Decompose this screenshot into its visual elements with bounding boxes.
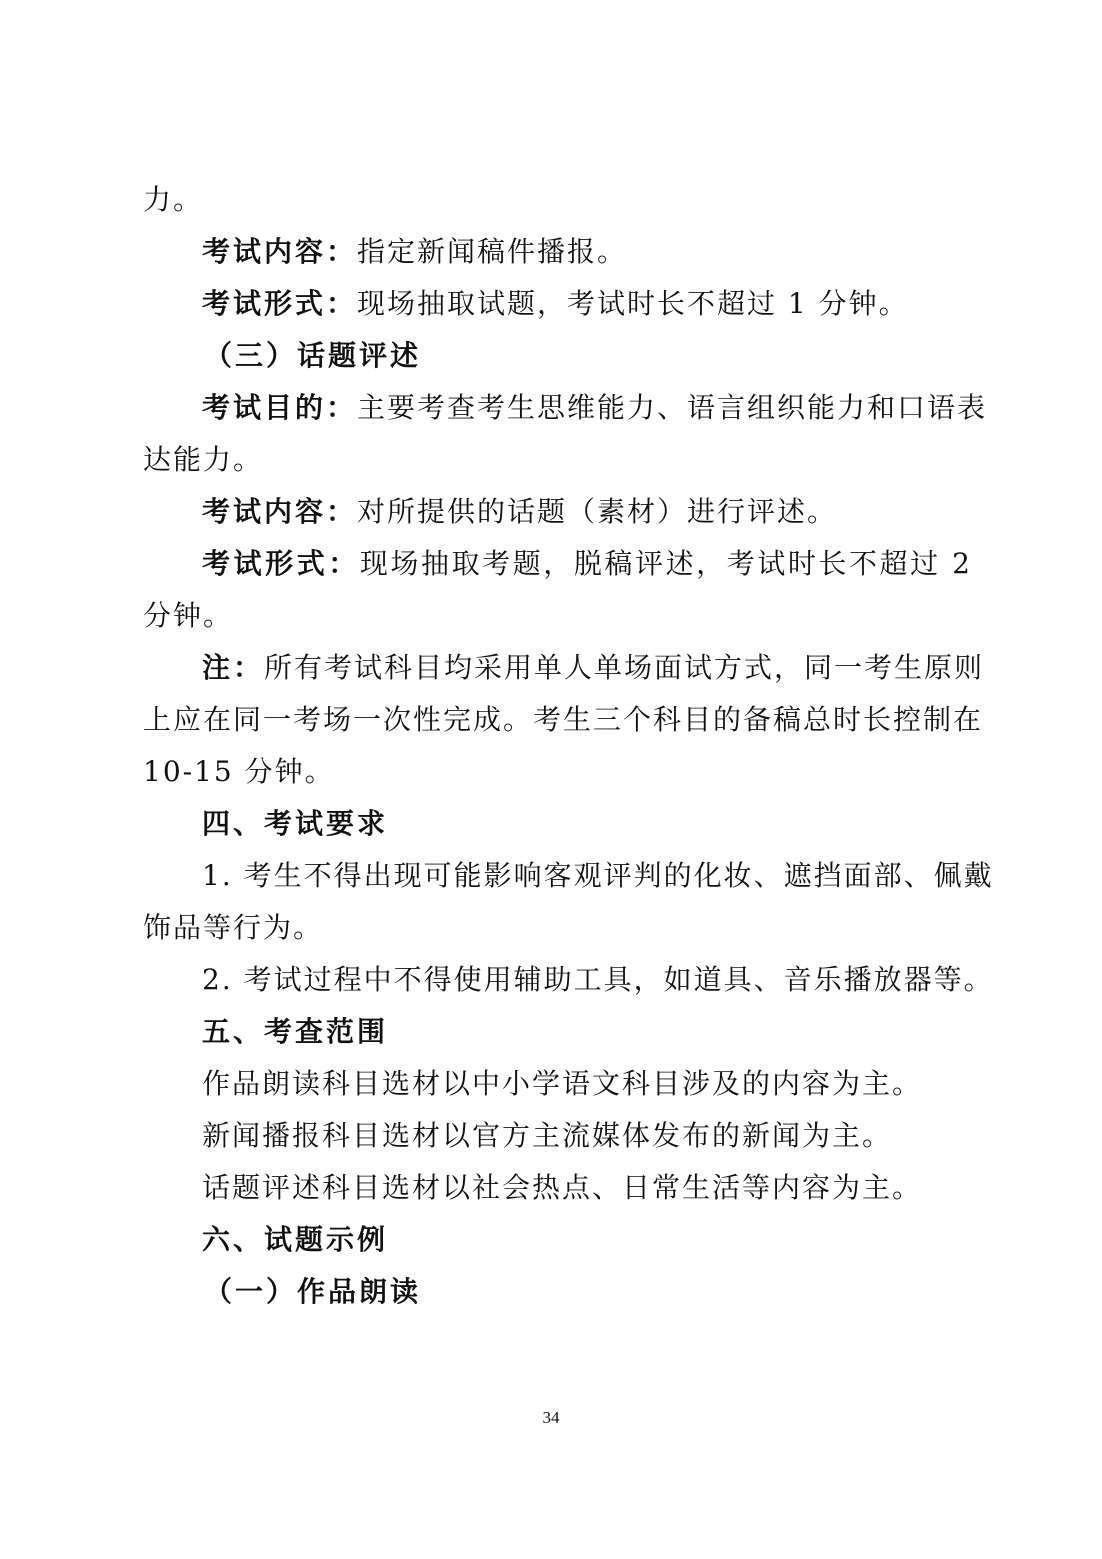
body-text: 话题评述科目选材以社会热点、日常生活等内容为主。 bbox=[202, 1171, 923, 1204]
body-text: 饰品等行为。 bbox=[143, 911, 324, 944]
paragraph-continuation bbox=[143, 180, 973, 220]
paragraph-continuation bbox=[143, 908, 973, 948]
scope-item bbox=[202, 1116, 972, 1156]
body-text: 现场抽取考题，脱稿评述，考试时长不超过 2 bbox=[359, 547, 972, 580]
exam-format-line bbox=[202, 544, 972, 584]
body-text: 所有考试科目均采用单人单场面试方式，同一考生原则 bbox=[264, 651, 985, 684]
field-label: 考试形式： bbox=[202, 287, 358, 320]
body-text: 现场抽取试题，考试时长不超过 1 分钟。 bbox=[357, 287, 909, 320]
body-text: 2. 考试过程中不得使用辅助工具，如道具、音乐播放器等。 bbox=[202, 963, 994, 996]
field-label: 考试目的： bbox=[202, 391, 358, 424]
paragraph-continuation bbox=[143, 440, 973, 480]
heading-text: 四、考试要求 bbox=[202, 807, 389, 840]
paragraph-continuation bbox=[143, 700, 984, 740]
section-heading bbox=[202, 1012, 972, 1052]
body-text: 10-15 分钟。 bbox=[143, 755, 335, 788]
paragraph-continuation bbox=[143, 752, 973, 792]
field-label: 考试内容： bbox=[202, 235, 358, 268]
exam-content-line bbox=[202, 492, 972, 532]
body-text: 分钟。 bbox=[143, 599, 234, 632]
scope-item bbox=[202, 1168, 972, 1208]
heading-text: 六、试题示例 bbox=[202, 1223, 389, 1256]
body-text: 对所提供的话题（素材）进行评述。 bbox=[357, 495, 838, 528]
section-heading bbox=[204, 1272, 1034, 1312]
body-text: 力。 bbox=[143, 183, 204, 216]
exam-purpose-line bbox=[202, 388, 988, 428]
heading-text: 五、考查范围 bbox=[202, 1015, 389, 1048]
scope-item bbox=[202, 1064, 972, 1104]
heading-text: （一）作品朗读 bbox=[204, 1275, 422, 1308]
requirement-item bbox=[202, 960, 994, 1000]
section-heading bbox=[204, 336, 1034, 376]
body-text: 作品朗读科目选材以中小学语文科目涉及的内容为主。 bbox=[202, 1067, 923, 1100]
heading-text: （三）话题评述 bbox=[204, 339, 422, 372]
field-label: 考试内容： bbox=[202, 495, 358, 528]
body-text: 达能力。 bbox=[143, 443, 264, 476]
page-number: 34 bbox=[542, 1408, 560, 1427]
body-text: 指定新闻稿件播报。 bbox=[357, 235, 628, 268]
body-text: 1. 考生不得出现可能影响客观评判的化妆、遮挡面部、佩戴 bbox=[202, 859, 994, 892]
field-label: 考试形式： bbox=[202, 547, 360, 580]
body-text: 主要考查考生思维能力、语言组织能力和口语表 bbox=[357, 391, 988, 424]
exam-format-line bbox=[202, 284, 972, 324]
requirement-item bbox=[202, 856, 994, 896]
body-text: 上应在同一考场一次性完成。考生三个科目的备稿总时长控制在 bbox=[143, 703, 984, 736]
exam-content-line bbox=[202, 232, 972, 272]
body-text: 新闻播报科目选材以官方主流媒体发布的新闻为主。 bbox=[202, 1119, 893, 1152]
note-line bbox=[202, 648, 985, 688]
note-label: 注： bbox=[202, 651, 265, 684]
section-heading bbox=[202, 804, 972, 844]
paragraph-continuation bbox=[143, 596, 973, 636]
section-heading bbox=[202, 1220, 972, 1260]
